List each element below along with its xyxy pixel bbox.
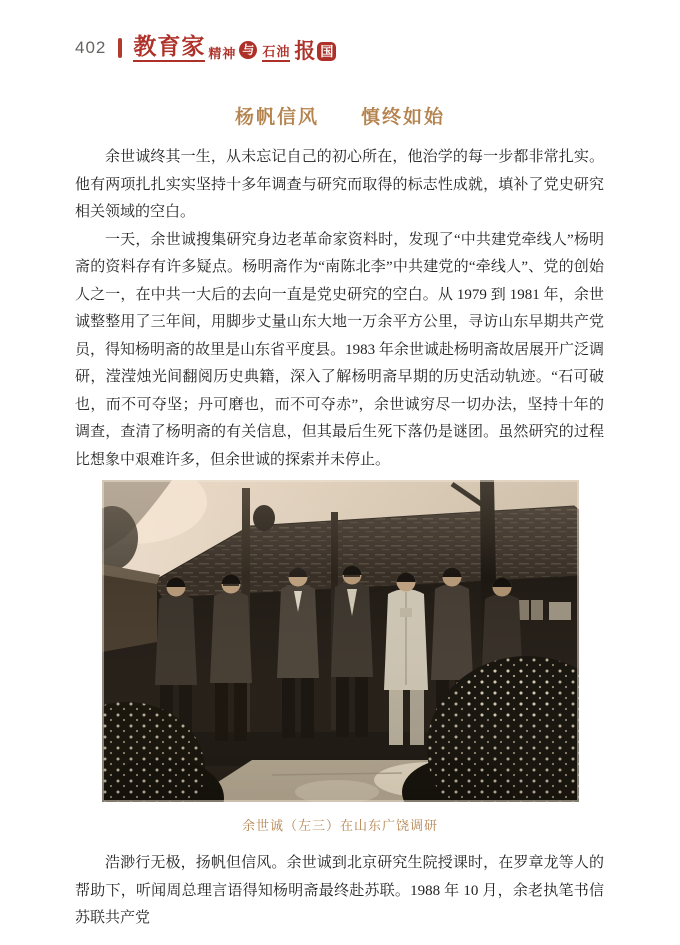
- logo-text-oil: 石油: [262, 45, 290, 62]
- photo-vignette: [102, 480, 579, 802]
- logo-text-educator: 教育家: [133, 35, 205, 62]
- group-photo-svg: [102, 480, 579, 802]
- group-photo-illustration: [102, 480, 579, 802]
- paragraph-2: 一天，余世诚搜集研究身边老革命家资料时，发现了“中共建党牵线人”杨明斋的资料存有许多疑点。杨明斋作为“南陈北李”中共建党的“牵线人”、党的创始人之一，在中共一大后的去向一直是党史研究的空白。从 1979 到 1981 年，余世诚整整用了三年间，用脚步丈量山东大地一万余平方公里，寻访山东早期共产党员，得知杨明斋的故里是山东省平度县。1983 年余世诚赴杨明斋故居展开广泛调研，滢滢烛光间翻阅历史典籍，深入了解杨明斋早期的历史活动轨迹。“石可破也，而不可夺坚；丹可磨也，而不可夺赤”，余世诚穷尽一切办法，坚持十年的调查，查清了杨明斋的有关信息，但其最后生死下落仍是谜团。虽然研究的过程比想象中艰难许多，但余世诚的探索并未停止。: [75, 231, 604, 468]
- logo-text-spirit: 精神: [208, 45, 237, 61]
- photo-caption: 余世诚（左三）在山东广饶调研: [241, 818, 438, 833]
- article-title: 杨帆信风 慎终如始: [234, 107, 445, 128]
- article-body-continued: [0, 850, 680, 933]
- page-header: [0, 0, 680, 66]
- header-divider-bar: [118, 38, 122, 58]
- paragraph-3: 浩渺行无极，扬帆但信风。余世诚到北京研究生院授课时，在罗章龙等人的帮助下，听闻周总理言语得知杨明斋最终赴苏联。1988 年 10 月，余老执笔书信苏联共产党: [75, 855, 604, 926]
- photo-figure: [102, 480, 579, 834]
- logo-and-badge: 与: [239, 41, 257, 59]
- logo-text-bao: 报: [294, 38, 316, 63]
- paragraph-1: 余世诚终其一生，从未忘记自己的初心所在，他治学的每一步都非常扎实。他有两项扎扎实实坚持十多年调查与研究而取得的标志性成就，填补了党史研究相关领域的空白。: [75, 149, 604, 220]
- logo-guo-badge: 国: [317, 42, 336, 61]
- page-number: 402: [75, 38, 107, 57]
- brand-logo: [133, 35, 336, 62]
- article-body: [0, 144, 680, 474]
